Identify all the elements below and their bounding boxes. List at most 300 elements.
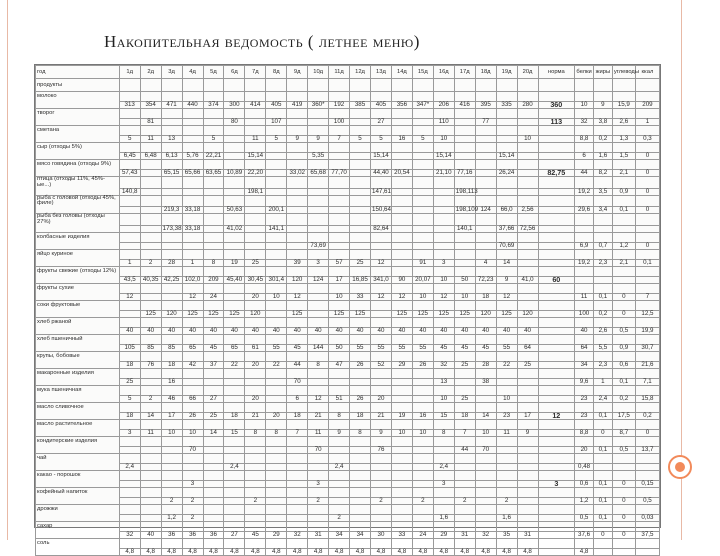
day-value: 28	[161, 260, 182, 267]
empty-cell	[266, 386, 287, 396]
day-value: 25	[203, 413, 224, 420]
empty-cell	[203, 233, 224, 243]
day-value: 64	[517, 345, 538, 352]
day-value	[496, 379, 517, 386]
empty-cell	[245, 471, 266, 481]
empty-cell	[266, 420, 287, 430]
empty-cell	[517, 267, 538, 277]
empty-cell	[635, 454, 659, 464]
column-header: 19д	[496, 66, 517, 79]
empty-cell	[517, 488, 538, 498]
day-value: 18	[475, 294, 496, 301]
empty-cell	[475, 505, 496, 515]
empty-cell	[308, 454, 329, 464]
empty-cell	[245, 160, 266, 170]
day-value	[161, 447, 182, 454]
empty-cell	[454, 79, 475, 92]
empty-cell	[371, 352, 392, 362]
day-value: 66	[182, 396, 203, 403]
day-value: 2	[182, 515, 203, 522]
table-row	[36, 170, 660, 177]
empty-cell	[266, 177, 287, 189]
empty-cell	[203, 420, 224, 430]
day-value: 46	[161, 396, 182, 403]
day-value: 471	[161, 102, 182, 109]
empty-cell	[161, 352, 182, 362]
day-value: 77,70	[329, 170, 350, 177]
empty-cell	[287, 250, 308, 260]
day-value: 31	[454, 532, 475, 539]
day-value: 91	[412, 260, 433, 267]
empty-cell	[575, 505, 594, 515]
empty-cell	[454, 488, 475, 498]
product-name: творог	[36, 109, 120, 119]
empty-cell	[266, 79, 287, 92]
day-value: 37,5	[635, 532, 659, 539]
day-value: 4,8	[496, 549, 517, 556]
empty-cell	[412, 386, 433, 396]
empty-cell	[371, 488, 392, 498]
empty-cell	[203, 284, 224, 294]
empty-cell	[182, 301, 203, 311]
day-value: 15,8	[635, 396, 659, 403]
day-value: 9,6	[575, 379, 594, 386]
day-value	[329, 498, 350, 505]
day-value	[454, 119, 475, 126]
day-value	[612, 277, 635, 284]
empty-cell	[391, 403, 412, 413]
day-value: 41,02	[224, 226, 245, 233]
empty-cell	[371, 335, 392, 345]
empty-cell	[538, 386, 575, 396]
empty-cell	[612, 267, 635, 277]
empty-cell	[329, 454, 350, 464]
empty-cell	[224, 301, 245, 311]
day-value: 13	[161, 136, 182, 143]
product-name-continuation	[36, 498, 120, 505]
day-value: 12	[119, 294, 140, 301]
empty-cell	[350, 386, 371, 396]
empty-cell	[287, 301, 308, 311]
empty-cell	[593, 437, 612, 447]
day-value	[308, 207, 329, 214]
empty-cell	[496, 335, 517, 345]
empty-cell	[475, 403, 496, 413]
empty-cell	[161, 79, 182, 92]
empty-cell	[538, 505, 575, 515]
empty-cell	[245, 143, 266, 153]
day-value: 25	[245, 260, 266, 267]
empty-cell	[308, 195, 329, 207]
empty-cell	[412, 195, 433, 207]
empty-cell	[635, 335, 659, 345]
day-value: 55	[412, 345, 433, 352]
empty-cell	[266, 437, 287, 447]
day-value: 0,2	[612, 396, 635, 403]
day-value	[161, 243, 182, 250]
empty-cell	[371, 454, 392, 464]
empty-cell	[575, 488, 594, 498]
day-value: 20,07	[412, 277, 433, 284]
day-value	[308, 119, 329, 126]
day-value: 12	[391, 294, 412, 301]
day-value: 4,8	[371, 549, 392, 556]
day-value	[350, 498, 371, 505]
table-row	[36, 277, 660, 284]
empty-cell	[454, 109, 475, 119]
empty-cell	[161, 233, 182, 243]
day-value: 70	[308, 447, 329, 454]
day-value: 65,15	[161, 170, 182, 177]
empty-cell	[538, 352, 575, 362]
empty-cell	[454, 267, 475, 277]
day-value: 20	[245, 294, 266, 301]
day-value	[224, 396, 245, 403]
day-value: 313	[119, 102, 140, 109]
day-value: 5,5	[593, 345, 612, 352]
empty-cell	[433, 126, 454, 136]
product-name-continuation	[36, 396, 120, 403]
empty-cell	[593, 386, 612, 396]
day-value	[454, 379, 475, 386]
day-value: 40	[575, 328, 594, 335]
norm-value	[538, 243, 575, 250]
empty-cell	[266, 471, 287, 481]
empty-cell	[391, 126, 412, 136]
empty-cell	[203, 352, 224, 362]
column-header: 9д	[287, 66, 308, 79]
day-value: 32	[433, 362, 454, 369]
day-value	[454, 481, 475, 488]
empty-cell	[635, 369, 659, 379]
day-value: 12,5	[635, 311, 659, 318]
day-value: 40	[454, 328, 475, 335]
empty-cell	[575, 301, 594, 311]
empty-cell	[140, 126, 161, 136]
day-value: 76	[371, 447, 392, 454]
day-value: 0	[612, 311, 635, 318]
table-row	[36, 396, 660, 403]
empty-cell	[538, 301, 575, 311]
day-value	[308, 226, 329, 233]
day-value: 4,8	[182, 549, 203, 556]
day-value: 40	[371, 328, 392, 335]
empty-cell	[350, 539, 371, 549]
empty-cell	[119, 437, 140, 447]
empty-cell	[266, 195, 287, 207]
empty-cell	[454, 454, 475, 464]
empty-cell	[635, 284, 659, 294]
product-name-continuation	[36, 294, 120, 301]
day-value	[224, 379, 245, 386]
product-name-continuation	[36, 102, 120, 109]
day-value: 27	[203, 396, 224, 403]
empty-cell	[454, 505, 475, 515]
day-value: 9	[517, 430, 538, 437]
day-value: 4,8	[308, 549, 329, 556]
empty-cell	[391, 505, 412, 515]
empty-cell	[517, 177, 538, 189]
day-value	[266, 515, 287, 522]
day-value: 147,61	[372, 187, 391, 195]
day-value	[308, 464, 329, 471]
empty-cell	[412, 318, 433, 328]
empty-cell	[350, 352, 371, 362]
empty-cell	[612, 233, 635, 243]
day-value: 0,1	[593, 413, 612, 420]
empty-cell	[182, 505, 203, 515]
empty-cell	[593, 301, 612, 311]
empty-cell	[538, 437, 575, 447]
empty-cell	[287, 471, 308, 481]
column-header: 11д	[329, 66, 350, 79]
empty-cell	[245, 335, 266, 345]
table-row-label	[36, 126, 660, 136]
day-value	[119, 447, 140, 454]
empty-cell	[575, 109, 594, 119]
day-value: 65	[182, 345, 203, 352]
empty-cell	[371, 284, 392, 294]
empty-cell	[245, 250, 266, 260]
product-name: рыба с головой (отходы 45%, филе)	[36, 195, 120, 207]
empty-cell	[433, 143, 454, 153]
product-name-continuation	[36, 430, 120, 437]
product-name: кондитерские изделия	[36, 437, 120, 447]
day-value	[245, 207, 266, 214]
empty-cell	[475, 284, 496, 294]
day-value: 405	[371, 102, 392, 109]
empty-cell	[245, 539, 266, 549]
empty-cell	[454, 233, 475, 243]
empty-cell	[412, 403, 433, 413]
day-value: 416	[454, 102, 475, 109]
day-value: 141,1	[266, 226, 287, 233]
table-row-label	[36, 403, 660, 413]
day-value: 40	[140, 532, 161, 539]
empty-cell	[182, 335, 203, 345]
empty-cell	[203, 301, 224, 311]
day-value: 18	[119, 362, 140, 369]
empty-cell	[329, 177, 350, 189]
day-value: 209	[203, 277, 224, 284]
table-row	[36, 226, 660, 233]
day-value	[287, 226, 308, 233]
day-value: 0,5	[635, 498, 659, 505]
day-value	[266, 481, 287, 488]
empty-cell	[140, 335, 161, 345]
table-row-label	[36, 539, 660, 549]
empty-cell	[182, 420, 203, 430]
day-value	[182, 188, 203, 195]
day-value	[140, 207, 161, 214]
norm-value	[538, 136, 575, 143]
empty-cell	[475, 352, 496, 362]
empty-cell	[182, 195, 203, 207]
empty-cell	[593, 539, 612, 549]
empty-cell	[575, 352, 594, 362]
day-value: 40	[391, 328, 412, 335]
table-row-label	[36, 301, 660, 311]
table-row-label	[36, 250, 660, 260]
day-value	[119, 481, 140, 488]
empty-cell	[433, 92, 454, 102]
empty-cell	[140, 267, 161, 277]
day-value	[203, 447, 224, 454]
empty-cell	[612, 437, 635, 447]
day-value	[612, 464, 635, 471]
empty-cell	[371, 420, 392, 430]
day-value: 0	[593, 532, 612, 539]
empty-cell	[308, 420, 329, 430]
day-value	[412, 464, 433, 471]
day-value: 55	[371, 345, 392, 352]
day-value: 70	[182, 447, 203, 454]
empty-cell	[391, 386, 412, 396]
empty-cell	[412, 301, 433, 311]
empty-cell	[287, 195, 308, 207]
empty-cell	[635, 539, 659, 549]
day-value: 0,1	[593, 498, 612, 505]
day-value: 70	[475, 447, 496, 454]
empty-cell	[593, 318, 612, 328]
empty-cell	[203, 539, 224, 549]
day-value: 55	[266, 345, 287, 352]
empty-cell	[140, 250, 161, 260]
day-value	[203, 188, 224, 195]
product-name: колбасные изделия	[36, 233, 120, 243]
day-value	[391, 515, 412, 522]
empty-cell	[575, 79, 594, 92]
empty-cell	[593, 488, 612, 498]
day-value: 6,9	[575, 243, 594, 250]
empty-cell	[412, 335, 433, 345]
day-value: 27	[371, 119, 392, 126]
column-header: 14д	[391, 66, 412, 79]
product-name: мука пшеничная	[36, 386, 120, 396]
table-row	[36, 294, 660, 301]
product-name: кофейный напиток	[36, 488, 120, 498]
empty-cell	[119, 369, 140, 379]
day-value	[517, 260, 538, 267]
empty-cell	[593, 352, 612, 362]
day-value: 0,1	[635, 260, 659, 267]
empty-cell	[329, 250, 350, 260]
empty-cell	[308, 335, 329, 345]
empty-cell	[182, 109, 203, 119]
day-value	[433, 226, 454, 233]
empty-cell	[391, 318, 412, 328]
day-value	[287, 207, 308, 214]
day-value: 65,68	[308, 170, 329, 177]
day-value: 100	[329, 119, 350, 126]
day-value: 42,25	[161, 277, 182, 284]
day-value: 2	[412, 498, 433, 505]
day-value: 4	[475, 260, 496, 267]
day-value: 100	[575, 311, 594, 318]
day-value: 144	[308, 345, 329, 352]
empty-cell	[203, 403, 224, 413]
empty-cell	[391, 92, 412, 102]
empty-cell	[350, 214, 371, 226]
empty-cell	[593, 505, 612, 515]
empty-cell	[182, 284, 203, 294]
day-value: 10	[433, 277, 454, 284]
day-value	[412, 379, 433, 386]
day-value	[182, 379, 203, 386]
day-value	[350, 119, 371, 126]
empty-cell	[245, 195, 266, 207]
empty-cell	[182, 126, 203, 136]
day-value: 2,3	[593, 362, 612, 369]
day-value: 40	[350, 328, 371, 335]
day-value: 45,40	[224, 277, 245, 284]
norm-value	[538, 464, 575, 471]
day-value	[287, 188, 308, 195]
day-value: 44	[287, 362, 308, 369]
table-row	[36, 328, 660, 335]
day-value	[412, 243, 433, 250]
day-value	[371, 464, 392, 471]
table-row	[36, 498, 660, 505]
day-value: 209	[635, 102, 659, 109]
empty-cell	[496, 522, 517, 532]
empty-cell	[496, 79, 517, 92]
empty-cell	[308, 92, 329, 102]
day-value: 4,8	[350, 549, 371, 556]
empty-cell	[119, 471, 140, 481]
day-value: 30,7	[635, 345, 659, 352]
empty-cell	[433, 369, 454, 379]
day-value	[612, 226, 635, 233]
column-header: 1д	[119, 66, 140, 79]
empty-cell	[454, 318, 475, 328]
table-row-label	[36, 267, 660, 277]
column-header: год	[36, 66, 120, 79]
empty-cell	[119, 318, 140, 328]
day-value: 34	[329, 532, 350, 539]
empty-cell	[203, 522, 224, 532]
empty-cell	[266, 369, 287, 379]
day-value: 107	[266, 119, 287, 126]
empty-cell	[308, 522, 329, 532]
day-value	[371, 311, 392, 318]
empty-cell	[635, 92, 659, 102]
day-value: 5,35	[308, 153, 329, 160]
day-value: 4,8	[287, 549, 308, 556]
day-value: 11	[308, 430, 329, 437]
day-value: 10	[475, 430, 496, 437]
empty-cell	[575, 403, 594, 413]
empty-cell	[203, 79, 224, 92]
empty-cell	[245, 318, 266, 328]
product-name: сыр (отходы 5%)	[36, 143, 120, 153]
empty-cell	[635, 471, 659, 481]
empty-cell	[593, 335, 612, 345]
day-value: 2	[308, 498, 329, 505]
empty-cell	[161, 143, 182, 153]
day-value: 40	[161, 328, 182, 335]
empty-cell	[454, 301, 475, 311]
empty-cell	[224, 195, 245, 207]
norm-value	[538, 260, 575, 267]
day-value: 15,14	[371, 153, 392, 160]
empty-cell	[245, 352, 266, 362]
empty-cell	[538, 284, 575, 294]
day-value	[391, 464, 412, 471]
empty-cell	[371, 403, 392, 413]
product-name: соль	[36, 539, 120, 549]
empty-cell	[371, 126, 392, 136]
